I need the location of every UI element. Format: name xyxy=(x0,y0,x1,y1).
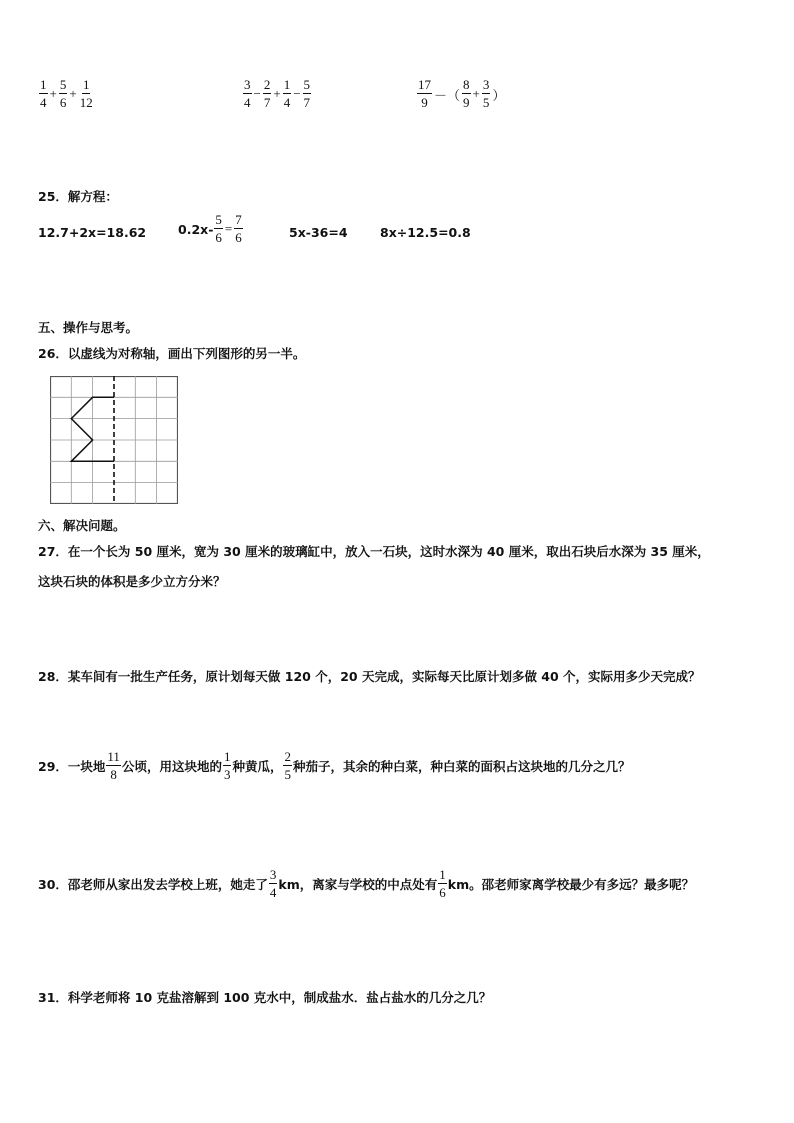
operator: = xyxy=(224,221,233,236)
fraction: $\frac{2}{5}$ xyxy=(284,749,291,782)
fraction: $\frac{7}{6}$ xyxy=(235,212,242,245)
operator: －（ xyxy=(434,87,461,103)
question-25-title: 25．解方程： xyxy=(38,189,118,204)
question-30-text: 30．邵老师从家出发去学校上班，她走了 xyxy=(38,877,268,892)
equation-4: 8x÷12.5=0.8 xyxy=(380,225,471,240)
question-29-text: 公顷，用这块地的 xyxy=(121,759,222,774)
fraction: $\frac{17}{9}$ xyxy=(418,77,431,110)
section-5-heading: 五、操作与思考。 xyxy=(38,320,139,335)
fraction: $\frac{5}{6}$ xyxy=(215,212,222,245)
calc-expression-1 xyxy=(38,78,95,110)
equation-2 xyxy=(178,213,244,245)
operator: − xyxy=(253,86,261,101)
fraction: $\frac{1}{4}$ xyxy=(283,77,291,110)
operator: + xyxy=(69,86,77,101)
fraction: $\frac{11}{8}$ xyxy=(107,749,120,782)
question-27-line-2: 这块石块的体积是多少立方分米？ xyxy=(38,574,226,589)
fraction: $\frac{1}{6}$ xyxy=(439,867,446,900)
question-29 xyxy=(38,750,630,782)
fraction: $\frac{5}{6}$ xyxy=(59,77,67,110)
symmetry-grid-figure xyxy=(50,376,178,504)
question-31: 31．科学老师将 10 克盐溶解到 100 克水中，制成盐水．盐占盐水的几分之几？ xyxy=(38,990,492,1005)
question-29-text: 种黄瓜， xyxy=(232,759,283,774)
operator: ） xyxy=(492,87,506,103)
fraction: $\frac{2}{7}$ xyxy=(263,77,271,110)
operator: + xyxy=(472,86,480,101)
calc-expression-2 xyxy=(242,78,312,110)
equation-1: 12.7+2x=18.62 xyxy=(38,225,147,240)
question-29-text: 29．一块地 xyxy=(38,759,106,774)
fraction: $\frac{3}{4}$ xyxy=(244,77,251,110)
equation-3: 5x-36=4 xyxy=(289,225,348,240)
operator: + xyxy=(273,86,281,101)
fraction: $\frac{3}{5}$ xyxy=(482,77,490,110)
fraction: $\frac{1}{3}$ xyxy=(223,749,231,782)
question-26: 26．以虚线为对称轴，画出下列图形的另一半。 xyxy=(38,346,306,361)
fraction: $\frac{8}{9}$ xyxy=(463,77,470,110)
operator: − xyxy=(293,86,301,101)
question-30-text: km，离家与学校的中点处有 xyxy=(278,877,438,892)
equation-2-prefix: 0.2x- xyxy=(178,221,214,237)
question-30 xyxy=(38,868,694,900)
question-30-text: km。邵老师家离学校最少有多远？最多呢？ xyxy=(447,877,695,892)
calc-expression-3 xyxy=(416,78,506,110)
fraction: $\frac{3}{4}$ xyxy=(269,867,277,900)
question-29-text: 种茄子，其余的种白菜，种白菜的面积占这块地的几分之几？ xyxy=(292,759,631,774)
fraction: $\frac{1}{12}$ xyxy=(79,77,93,110)
question-28: 28．某车间有一批生产任务，原计划每天做 120 个，20 天完成，实际每天比原计划多做 40 个，实际用多少天完成？ xyxy=(38,669,701,684)
section-6-heading: 六、解决问题。 xyxy=(38,518,126,533)
question-27-line-1: 27．在一个长为 50 厘米，宽为 30 厘米的玻璃缸中，放入一石块，这时水深为 40 厘米，取出石块后水深为 35 厘米， xyxy=(38,544,710,559)
fraction: $\frac{5}{7}$ xyxy=(303,77,311,110)
operator: + xyxy=(49,86,57,101)
fraction: $\frac{1}{4}$ xyxy=(40,77,47,110)
